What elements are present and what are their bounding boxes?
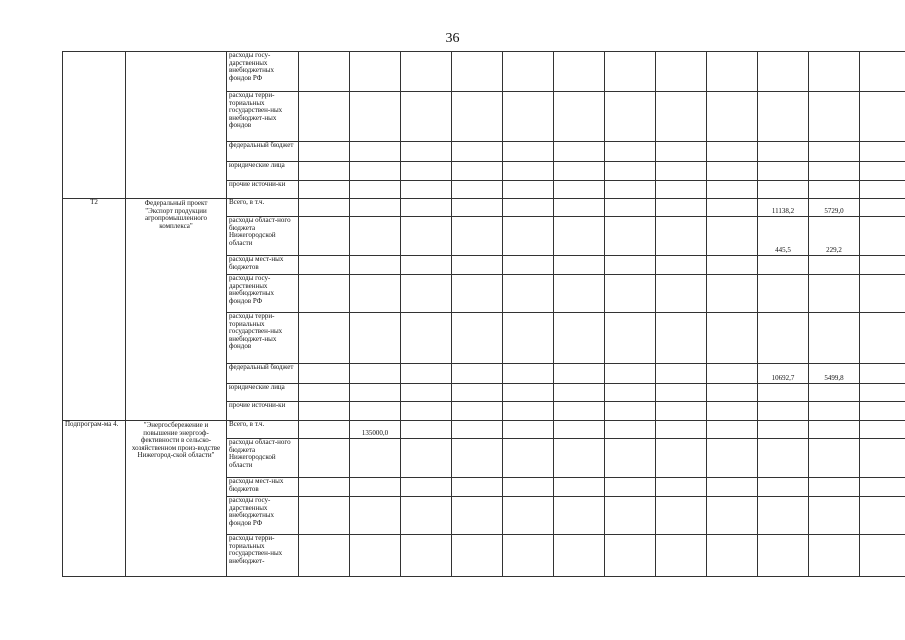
value-cell	[554, 181, 605, 199]
value-cell	[809, 421, 860, 439]
value-cell	[503, 199, 554, 217]
value-cell	[503, 402, 554, 421]
value-cell	[452, 142, 503, 162]
source-cell: Всего, в т.ч.	[227, 421, 299, 439]
code-cell: Подпрограм-ма 4.	[63, 421, 126, 577]
value-cell	[758, 421, 809, 439]
value-cell	[401, 402, 452, 421]
value-cell	[707, 92, 758, 142]
value-cell	[452, 92, 503, 142]
value-cell	[350, 478, 401, 497]
value-cell	[554, 439, 605, 478]
value-cell	[401, 256, 452, 275]
value-cell	[350, 256, 401, 275]
value-cell	[350, 402, 401, 421]
value-cell	[860, 275, 905, 313]
value-cell	[554, 162, 605, 181]
value-cell	[707, 421, 758, 439]
name-cell: "Энергосбережение и повышение энергоэф-фективности в сельско-хозяйственном произ-водстве Нижегород-ской области"	[126, 421, 227, 577]
value-cell	[503, 52, 554, 92]
value-cell	[503, 421, 554, 439]
value-cell	[452, 439, 503, 478]
value-cell	[401, 199, 452, 217]
value-cell	[452, 402, 503, 421]
table-row	[63, 52, 905, 92]
value-cell: 5499,8	[809, 364, 860, 384]
value-cell	[605, 181, 656, 199]
value-cell	[656, 181, 707, 199]
value-cell	[503, 313, 554, 364]
value-cell	[503, 364, 554, 384]
value-cell	[401, 384, 452, 402]
value-cell	[554, 256, 605, 275]
value-cell	[656, 313, 707, 364]
value-cell	[605, 364, 656, 384]
value-cell	[350, 142, 401, 162]
value-cell	[605, 421, 656, 439]
value-cell	[656, 142, 707, 162]
value-cell	[860, 199, 905, 217]
value-cell	[452, 497, 503, 535]
source-cell: расходы област-ного бюджета Нижегородской области	[227, 439, 299, 478]
value-cell	[809, 439, 860, 478]
source-cell: расходы госу-дарственных внебюджетных фондов РФ	[227, 497, 299, 535]
value-cell	[299, 181, 350, 199]
value-cell	[554, 402, 605, 421]
value-cell	[605, 275, 656, 313]
value-cell	[350, 52, 401, 92]
value-cell	[707, 402, 758, 421]
value-cell	[401, 313, 452, 364]
value-cell	[707, 217, 758, 256]
value-cell	[452, 478, 503, 497]
value-cell	[401, 421, 452, 439]
value-cell	[503, 256, 554, 275]
value-cell	[656, 439, 707, 478]
value-cell	[860, 142, 905, 162]
value-cell	[452, 256, 503, 275]
value-cell	[299, 217, 350, 256]
value-cell	[299, 535, 350, 577]
value-cell	[656, 384, 707, 402]
value-cell	[452, 52, 503, 92]
value-cell	[503, 162, 554, 181]
source-cell: федеральный бюджет	[227, 364, 299, 384]
value-cell	[809, 92, 860, 142]
value-cell	[350, 313, 401, 364]
value-cell	[656, 478, 707, 497]
value-cell	[809, 52, 860, 92]
value-cell	[401, 142, 452, 162]
value-cell	[554, 92, 605, 142]
value-cell	[707, 497, 758, 535]
value-cell	[809, 478, 860, 497]
value-cell	[656, 497, 707, 535]
value-cell	[401, 275, 452, 313]
value-cell	[656, 92, 707, 142]
value-cell	[401, 478, 452, 497]
value-cell	[707, 256, 758, 275]
value-cell: 5729,0	[809, 199, 860, 217]
page-number: 36	[445, 31, 460, 46]
value-cell	[707, 313, 758, 364]
value-cell	[554, 275, 605, 313]
name-cell: Федеральный проект "Экспорт продукции агропромышленного комплекса"	[126, 199, 227, 421]
value-cell: 135000,0	[350, 421, 401, 439]
value-cell	[299, 384, 350, 402]
value-cell	[707, 478, 758, 497]
value-cell	[299, 275, 350, 313]
value-cell	[452, 181, 503, 199]
value-cell	[554, 142, 605, 162]
source-cell: расходы терри-ториальных государствен-ных внебюджет-ных фондов	[227, 313, 299, 364]
value-cell	[758, 256, 809, 275]
value-cell	[860, 421, 905, 439]
name-cell	[126, 52, 227, 199]
value-cell	[503, 439, 554, 478]
value-cell	[350, 535, 401, 577]
value-cell	[299, 256, 350, 275]
source-cell: расходы госу-дарственных внебюджетных фондов РФ	[227, 52, 299, 92]
value-cell	[707, 439, 758, 478]
value-cell	[809, 535, 860, 577]
value-cell	[605, 313, 656, 364]
value-cell	[605, 478, 656, 497]
value-cell	[299, 142, 350, 162]
table-row	[63, 199, 905, 217]
value-cell	[707, 142, 758, 162]
value-cell	[299, 199, 350, 217]
source-cell: юридические лица	[227, 162, 299, 181]
value-cell	[401, 52, 452, 92]
value-cell	[860, 439, 905, 478]
value-cell	[452, 535, 503, 577]
value-cell	[554, 52, 605, 92]
value-cell	[707, 364, 758, 384]
value-cell	[401, 162, 452, 181]
value-cell	[350, 364, 401, 384]
value-cell	[860, 478, 905, 497]
value-cell	[860, 402, 905, 421]
value-cell	[707, 275, 758, 313]
value-cell	[605, 92, 656, 142]
value-cell	[452, 217, 503, 256]
value-cell	[299, 364, 350, 384]
value-cell	[860, 52, 905, 92]
value-cell	[656, 256, 707, 275]
value-cell	[605, 217, 656, 256]
value-cell	[554, 421, 605, 439]
value-cell	[707, 181, 758, 199]
value-cell	[554, 313, 605, 364]
value-cell	[401, 217, 452, 256]
value-cell	[401, 364, 452, 384]
source-cell: федеральный бюджет	[227, 142, 299, 162]
value-cell	[758, 497, 809, 535]
value-cell	[758, 162, 809, 181]
value-cell	[656, 421, 707, 439]
value-cell	[860, 162, 905, 181]
value-cell	[299, 402, 350, 421]
source-cell: расходы мест-ных бюджетов	[227, 256, 299, 275]
value-cell	[350, 181, 401, 199]
value-cell	[809, 313, 860, 364]
value-cell	[707, 535, 758, 577]
value-cell	[605, 162, 656, 181]
value-cell	[401, 535, 452, 577]
value-cell	[350, 92, 401, 142]
value-cell	[554, 217, 605, 256]
value-cell	[758, 402, 809, 421]
value-cell	[809, 142, 860, 162]
value-cell	[809, 275, 860, 313]
value-cell: 229,2	[809, 217, 860, 256]
value-cell	[758, 535, 809, 577]
value-cell	[656, 52, 707, 92]
value-cell	[503, 142, 554, 162]
value-cell	[758, 181, 809, 199]
value-cell	[758, 384, 809, 402]
value-cell	[758, 439, 809, 478]
source-cell: расходы терри-ториальных государствен-ных внебюджет-	[227, 535, 299, 577]
value-cell	[299, 92, 350, 142]
value-cell	[350, 162, 401, 181]
source-cell: расходы мест-ных бюджетов	[227, 478, 299, 497]
value-cell	[503, 384, 554, 402]
value-cell	[605, 384, 656, 402]
value-cell	[707, 199, 758, 217]
value-cell	[350, 199, 401, 217]
value-cell	[809, 162, 860, 181]
value-cell	[656, 364, 707, 384]
budget-table	[62, 51, 905, 577]
value-cell	[860, 256, 905, 275]
value-cell	[860, 497, 905, 535]
value-cell	[299, 52, 350, 92]
table-body	[63, 52, 905, 577]
value-cell	[401, 92, 452, 142]
value-cell	[860, 92, 905, 142]
value-cell	[758, 275, 809, 313]
value-cell	[299, 439, 350, 478]
value-cell	[299, 162, 350, 181]
value-cell	[656, 217, 707, 256]
value-cell	[605, 256, 656, 275]
code-cell: T2	[63, 199, 126, 421]
value-cell	[350, 497, 401, 535]
value-cell	[809, 181, 860, 199]
value-cell	[605, 142, 656, 162]
value-cell	[350, 384, 401, 402]
value-cell	[503, 275, 554, 313]
value-cell	[503, 92, 554, 142]
value-cell	[707, 52, 758, 92]
value-cell: 11138,2	[758, 199, 809, 217]
value-cell	[452, 162, 503, 181]
value-cell	[503, 478, 554, 497]
source-cell: прочие источни-ки	[227, 181, 299, 199]
table-row	[63, 421, 905, 439]
value-cell	[452, 275, 503, 313]
value-cell	[860, 313, 905, 364]
value-cell	[554, 199, 605, 217]
value-cell	[605, 535, 656, 577]
value-cell	[452, 421, 503, 439]
value-cell	[605, 439, 656, 478]
value-cell	[758, 92, 809, 142]
value-cell	[452, 384, 503, 402]
source-cell: прочие источни-ки	[227, 402, 299, 421]
value-cell	[758, 142, 809, 162]
source-cell: расходы госу-дарственных внебюджетных фондов РФ	[227, 275, 299, 313]
value-cell	[503, 497, 554, 535]
value-cell	[299, 497, 350, 535]
value-cell	[503, 217, 554, 256]
value-cell	[656, 402, 707, 421]
value-cell	[605, 52, 656, 92]
value-cell	[656, 199, 707, 217]
value-cell	[656, 535, 707, 577]
value-cell	[350, 275, 401, 313]
source-cell: расходы област-ного бюджета Нижегородской области	[227, 217, 299, 256]
value-cell	[758, 313, 809, 364]
value-cell	[860, 217, 905, 256]
value-cell	[605, 497, 656, 535]
value-cell	[809, 384, 860, 402]
value-cell	[860, 181, 905, 199]
value-cell	[554, 364, 605, 384]
value-cell	[605, 402, 656, 421]
value-cell	[452, 364, 503, 384]
value-cell	[299, 478, 350, 497]
value-cell: 10692,7	[758, 364, 809, 384]
value-cell: 445,5	[758, 217, 809, 256]
value-cell	[554, 535, 605, 577]
value-cell	[656, 162, 707, 181]
value-cell	[860, 364, 905, 384]
value-cell	[350, 217, 401, 256]
value-cell	[401, 439, 452, 478]
source-cell: расходы терри-ториальных государствен-ных внебюджет-ных фондов	[227, 92, 299, 142]
value-cell	[656, 275, 707, 313]
value-cell	[554, 384, 605, 402]
code-cell	[63, 52, 126, 199]
value-cell	[401, 497, 452, 535]
source-cell: юридические лица	[227, 384, 299, 402]
value-cell	[503, 181, 554, 199]
value-cell	[401, 181, 452, 199]
value-cell	[860, 535, 905, 577]
value-cell	[809, 256, 860, 275]
value-cell	[809, 402, 860, 421]
value-cell	[299, 313, 350, 364]
value-cell	[707, 384, 758, 402]
value-cell	[554, 478, 605, 497]
value-cell	[758, 478, 809, 497]
value-cell	[860, 384, 905, 402]
value-cell	[350, 439, 401, 478]
value-cell	[809, 497, 860, 535]
value-cell	[707, 162, 758, 181]
value-cell	[554, 497, 605, 535]
value-cell	[452, 199, 503, 217]
source-cell: Всего, в т.ч.	[227, 199, 299, 217]
value-cell	[605, 199, 656, 217]
value-cell	[452, 313, 503, 364]
value-cell	[503, 535, 554, 577]
value-cell	[758, 52, 809, 92]
value-cell	[299, 421, 350, 439]
